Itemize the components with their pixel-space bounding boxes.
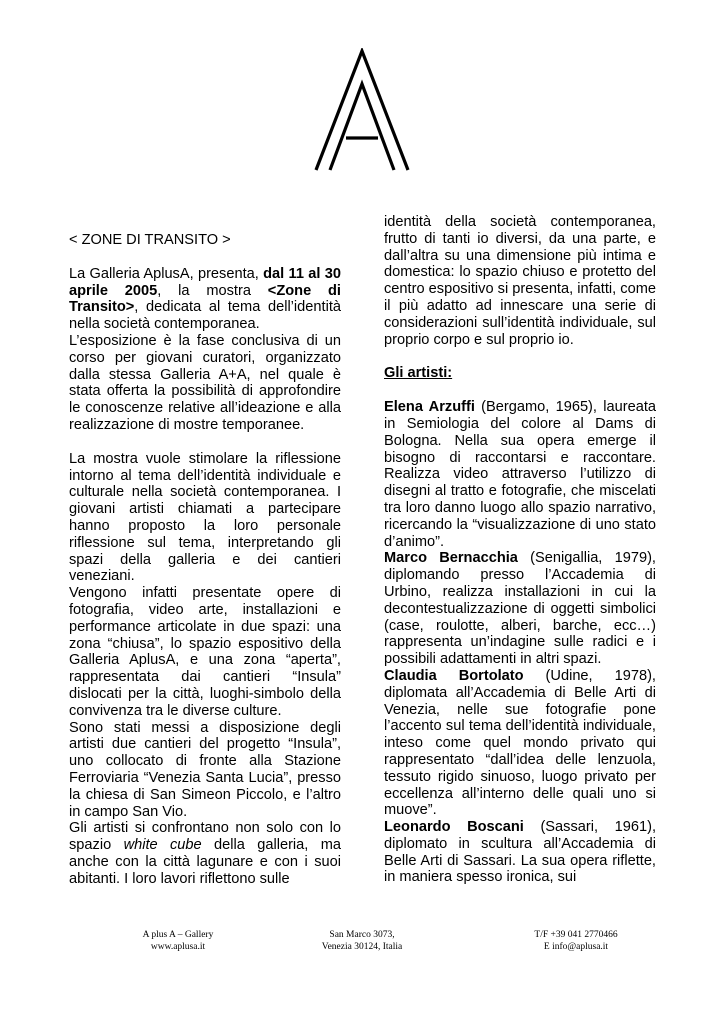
intro-text-2: , la mostra [157, 282, 268, 299]
artist-bio: (Bergamo, 1965), laureata in Semiologia del colore al Dams di Bologna. Nella sua opera emerge il bisogno di raccontarsi e raccontare. Realizza video attraverso l’utilizzo di disegni al tratto e fotografie, che miscelati tra loro danno luogo allo spazio narrativo, ricercando la “visualizzazione di uno stato d’animo”. [384, 399, 656, 550]
gallery-logo [306, 48, 418, 172]
left-column [69, 232, 341, 887]
artist-name: Leonardo Boscani [384, 819, 524, 836]
intro-text-3: , dedicata al tema dell’identità nella società contemporanea. [69, 299, 341, 333]
gallery-website: www.aplusa.it [150, 942, 206, 952]
gallery-a-logo-icon [306, 48, 418, 172]
artists-context-paragraph [69, 820, 341, 887]
theme-paragraph: La mostra vuole stimolare la riflessione intorno al tema dell’identità individuale e culturale nella società contemporanea. I giovani artisti chiamati a partecipare hanno proposto la loro personale riflessione sul tema, interpretando gli spazi della galleria e dei cantieri veneziani. [69, 450, 341, 585]
context-text-1: Gli artisti si confrontano non solo con lo spazio [69, 820, 341, 854]
artist-entry [384, 819, 656, 886]
address-street: San Marco 3073, [329, 930, 395, 940]
white-cube-term: white cube [123, 837, 202, 854]
artists-heading: Gli artisti: [384, 365, 453, 382]
artist-name: Elena Arzuffi [384, 399, 475, 416]
exhibition-dates: dal 11 al 30 aprile 2005 [69, 265, 341, 299]
right-column [384, 214, 656, 886]
footer-gallery [78, 929, 278, 953]
exhibition-heading: < ZONE DI TRANSITO > [69, 232, 231, 248]
artist-bio: (Sassari, 1961), diplomato in scultura all’Accademia di Belle Arti di Sassari. La sua opera riflette, in maniera spesso ironica, sui [384, 819, 656, 886]
contact-phone: T/F +39 041 2770466 [534, 930, 618, 940]
sites-paragraph: Sono stati messi a disposizione degli artisti due cantieri del progetto “Insula”, uno collocato di fronte alla Stazione Ferroviaria “Venezia Santa Lucia”, presso la chiesa di San Simeon Piccolo, e l’altro in campo San Vio. [69, 719, 341, 820]
artist-name: Claudia Bortolato [384, 667, 524, 684]
address-city: Venezia 30124, Italia [321, 942, 403, 952]
artist-entry [384, 399, 656, 550]
exhibition-title: <Zone di Transito> [69, 282, 341, 316]
artist-name: Marco Bernacchia [384, 550, 518, 567]
spaces-paragraph: Vengono infatti presentate opere di fotografia, video arte, installazioni e performance articolate in due spazi: una zona “chiusa”, lo spazio espositivo della Galleria AplusA, e una zona “aperta”, rappresentata dai cantieri “Insula” dislocati per la città, luoghi-simbolo della convivenza tra le diverse culture. [69, 585, 341, 719]
artist-entry [384, 550, 656, 668]
intro-paragraph [69, 266, 341, 333]
context-text-2: della galleria, ma anche con la città lagunare e con i suoi abitanti. I loro lavori riflettono sulle [69, 837, 341, 887]
gallery-name: A plus A – Gallery [142, 930, 214, 940]
artist-bio: (Udine, 1978), diplomata all’Accademia di Belle Arti di Venezia, nelle sue fotografie pone l’accento sul tema dell’identità individuale, inteso come quel mondo privato qui rappresentato “dall’idea delle lenzuola, tessuto rigido sinuoso, luogo privato per eccellenza all’interno delle quali uno si muove”. [384, 667, 656, 819]
intro-text-1: La Galleria AplusA, presenta, [69, 265, 264, 282]
footer-address [262, 929, 462, 953]
footer-contact [476, 929, 676, 953]
contact-email: E info@aplusa.it [543, 942, 609, 952]
artist-entry [384, 668, 656, 819]
artist-bio: (Senigallia, 1979), diplomando presso l’Accademia di Urbino, realizza installazioni in cui la decontestualizzazione di oggetti simbolici (case, roulotte, alberi, barche, ecc…) rappresenta un’indagine sulle radici e i possibili adattamenti in altri spazi. [384, 550, 656, 668]
course-paragraph: L’esposizione è la fase conclusiva di un corso per giovani curatori, organizzato dalla stessa Galleria A+A, nel quale è stata offerta la possibilità di approfondire le conoscenze relative all’ideazione e alla realizzazione di mostre temporanee. [69, 332, 341, 433]
identity-paragraph: identità della società contemporanea, frutto di tanti io diversi, da una parte, e dall’altra su una dimensione più intima e domestica: lo spazio chiuso e protetto del centro espositivo si presenta, infatti, come il più adatto ad innescare una serie di considerazioni sull’identità individuale, sul proprio corpo e sul proprio io. [384, 214, 656, 348]
